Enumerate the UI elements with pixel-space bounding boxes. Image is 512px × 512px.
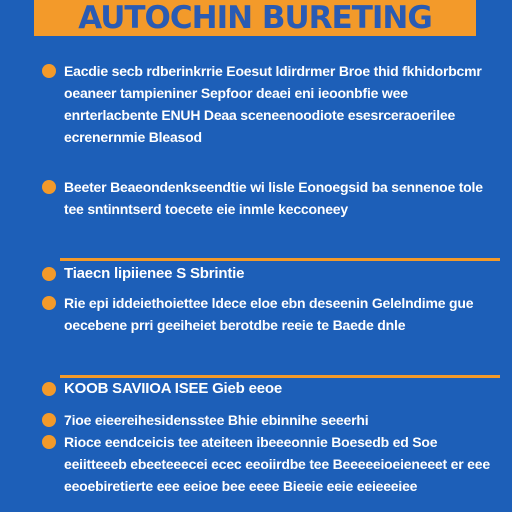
bullet-icon bbox=[42, 64, 56, 78]
section-divider bbox=[60, 258, 500, 261]
section-heading bbox=[40, 378, 494, 400]
bullet-icon bbox=[42, 382, 56, 396]
item-text: 7ioe eieereihesidensstee Bhie ebinnihe seeerhi bbox=[64, 412, 369, 428]
heading-text: Tiaecn lipiienee S Sbrintie bbox=[64, 265, 245, 282]
bullet-icon bbox=[42, 296, 56, 310]
item-text: Rioce eendceicis tee ateiteen ibeeeonnie Boesedb ed Soe eeiitteeeb ebeeteeecei ecec eeoiirdbe tee Beeeeeioeieneeet er eee eeoebiretierte eee eeioe bee eeee Bieeie eeie eeieeeiee bbox=[64, 434, 490, 494]
heading-text: KOOB SAVIIOA ISEE Gieb eeoe bbox=[64, 380, 282, 397]
list-item bbox=[40, 431, 494, 497]
list-item bbox=[40, 60, 494, 148]
item-text: Beeter Beaeondenkseendtie wi lisle Eonoegsid ba sennenoe tole tee sntinntserd toecete eie inmle kecconeey bbox=[64, 179, 483, 217]
bullet-icon bbox=[42, 435, 56, 449]
bullet-icon bbox=[42, 413, 56, 427]
list-item bbox=[40, 409, 494, 431]
bullet-icon bbox=[42, 267, 56, 281]
list-item bbox=[40, 176, 494, 220]
title-banner bbox=[34, 0, 476, 36]
list-item bbox=[40, 292, 494, 336]
bullet-icon bbox=[42, 180, 56, 194]
item-text: Rie epi iddeiethoiettee ldece eloe ebn deseenin Gelelndime gue oecebene prri geeiheiet berotdbe reeie te Baede dnle bbox=[64, 295, 474, 333]
item-text: Eacdie secb rdberinkrrie Eoesut ldirdrmer Broe thid fkhidorbcmr oeaneer tampieniner Sepfoor deaei eni ieoonbfie wee enrterlacbente ENUH Deaa sceneenoodiote esesrceraoerilee ecrenernmie Bleasod bbox=[64, 63, 482, 145]
banner-title: AUTOCHIN BURETING bbox=[78, 0, 432, 36]
section-heading bbox=[40, 263, 494, 285]
